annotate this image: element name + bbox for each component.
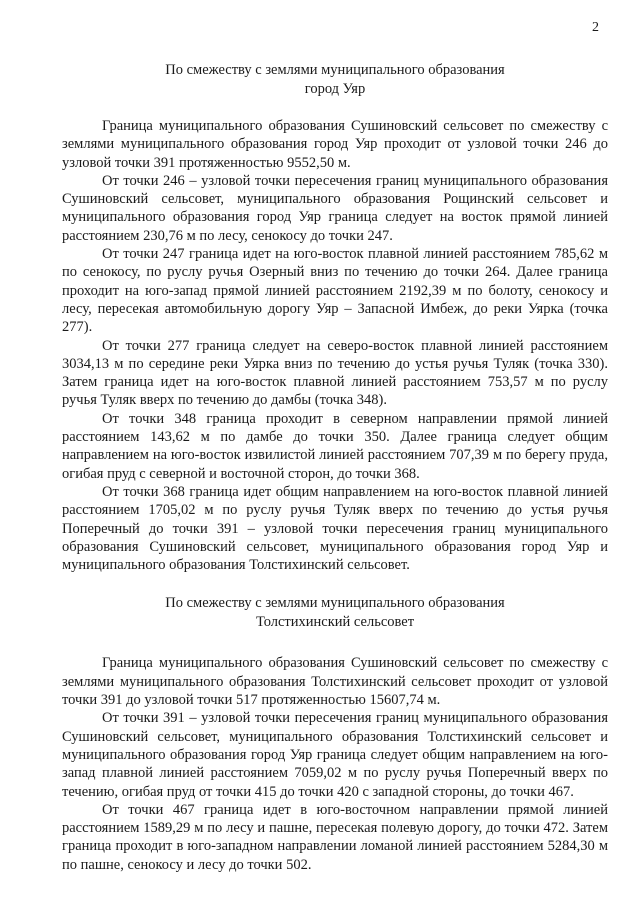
section-body <box>62 654 608 874</box>
paragraph: От точки 277 граница следует на северо-восток плавной линией расстоянием 3034,13 м по середине реки Уярка вниз по течению до устья ручья Туляк (точка 330). Затем граница идет на юго-восток плавной линией расстоянием 753,57 м по руслу ручья Туляк вверх по течению до дамбы (точка 348). <box>62 337 608 409</box>
section-title <box>62 594 608 632</box>
paragraph: Граница муниципального образования Сушиновский сельсовет по смежеству с землями муниципального образования город Уяр проходит от узловой точки 246 до узловой точки 391 протяженностью 9552,50 м. <box>62 118 608 171</box>
paragraph: От точки 247 граница идет на юго-восток плавной линией расстоянием 785,62 м по сенокосу, по руслу ручья Озерный вниз по течению до точки 264. Далее граница проходит на юго-запад прямой линией расстоянием 2192,39 м по болоту, сенокосу и лесу, пересекая автомобильную дорогу Уяр – Запасной Имбеж, до реки Уярка (точка 277). <box>62 246 608 336</box>
section-title-line1: По смежеству с землями муниципального образования <box>165 595 505 612</box>
document-page <box>62 18 608 874</box>
paragraph: От точки 246 – узловой точки пересечения границ муниципального образования Сушиновский сельсовет, муниципального образования Рощинский сельсовет и муниципального образования город Уяр граница следует на восток прямой линией расстоянием 230,76 м по лесу, сенокосу до точки 247. <box>62 172 608 244</box>
page-number: 2 <box>592 20 599 35</box>
section-title <box>62 61 608 99</box>
paragraph: От точки 348 граница проходит в северном направлении прямой линией расстоянием 143,62 м по дамбе до точки 350. Далее граница следует общим направлением на юго-восток извилистой линией расстоянием 707,39 м по берегу пруда, огибая пруд с северной и восточной сторон, до точки 368. <box>62 410 608 482</box>
section-title-line2: Толстихинский сельсовет <box>255 614 415 631</box>
section-uyar <box>62 61 608 574</box>
paragraph: От точки 467 граница идет в юго-восточном направлении прямой линией расстоянием 1589,29 м по лесу и пашне, пересекая полевую дорогу, до точки 472. Затем граница проходит в юго-западном направлении ломаной линией расстоянием 5284,30 м по пашне, сенокосу и лесу до точки 502. <box>62 801 608 873</box>
section-body <box>62 117 608 574</box>
paragraph: От точки 391 – узловой точки пересечения границ муниципального образования Сушиновский сельсовет, муниципального образования Толстихинский сельсовет и муниципального образования город Уяр граница следует общим направлением на юго-запад плавной линией расстоянием 7059,02 м по руслу ручья Поперечный вверх по течению, огибая пруд от точки 415 до точки 420 с западной стороны, до точки 467. <box>62 710 608 800</box>
section-title-line2: город Уяр <box>304 81 366 97</box>
paragraph: От точки 368 граница идет общим направлением на юго-восток плавной линией расстоянием 1705,02 м по руслу ручья Туляк вверх по течению до устья ручья Поперечный до точки 391 – узловой точки пересечения границ муниципального образования Сушиновский сельсовет, муниципального образования город Уяр и муниципального образования Толстихинский сельсовет. <box>62 483 608 574</box>
paragraph: Граница муниципального образования Сушиновский сельсовет по смежеству с землями муниципального образования Толстихинский сельсовет проходит от узловой точки 391 до узловой точки 517 протяженностью 15607,74 м. <box>62 655 608 709</box>
section-tolstikhinsky <box>62 594 608 874</box>
section-title-line1: По смежеству с землями муниципального образования <box>165 62 505 78</box>
